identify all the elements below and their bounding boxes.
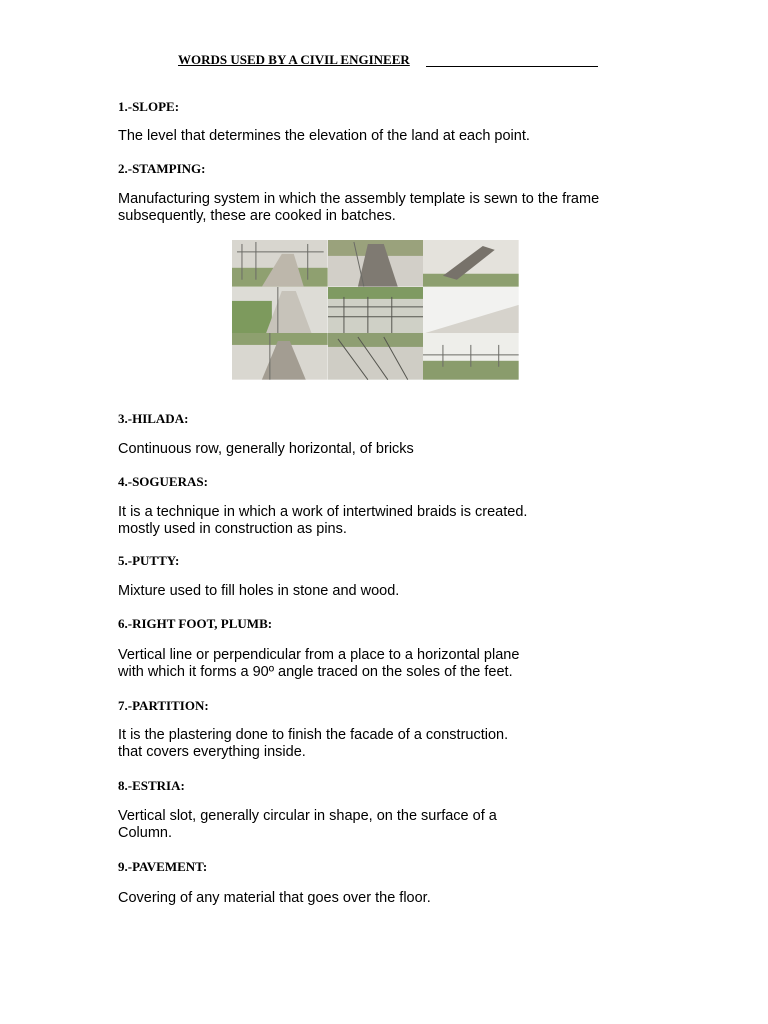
- section-text-partition: It is the plastering done to finish the facade of a construction. that covers everything inside.: [118, 727, 509, 760]
- section-heading-sogueras: 4.-SOGUERAS:: [118, 474, 208, 489]
- section-text-hilada: Continuous row, generally horizontal, of bricks: [118, 441, 414, 457]
- trench-photo: [328, 240, 424, 287]
- rebar-grid-photo: [328, 287, 424, 334]
- section-text-right-foot-plumb: Vertical line or perpendicular from a place to a horizontal plane with which it forms a 90º angle traced on the soles of the feet.: [118, 647, 520, 680]
- document-title: WORDS USED BY A CIVIL ENGINEER: [178, 52, 410, 67]
- section-heading-pavement: 9.-PAVEMENT:: [118, 859, 208, 874]
- section-text-sogueras: It is a technique in which a work of intertwined braids is created. mostly used in construction as pins.: [118, 504, 528, 537]
- foundation-trench-photo: [232, 333, 328, 380]
- section-text-slope: The level that determines the elevation of the land at each point.: [118, 128, 530, 144]
- site-fence-photo: [423, 333, 519, 380]
- section-text-estria: Vertical slot, generally circular in shape, on the surface of a Column.: [118, 808, 497, 841]
- section-heading-partition: 7.-PARTITION:: [118, 698, 209, 713]
- rebar-trench-photo: [328, 333, 424, 380]
- section-heading-putty: 5.-PUTTY:: [118, 553, 180, 568]
- section-heading-stamping: 2.-STAMPING:: [118, 161, 206, 176]
- excavation-photo: [423, 240, 519, 287]
- section-text-pavement: Covering of any material that goes over the floor.: [118, 890, 431, 906]
- section-heading-hilada: 3.-HILADA:: [118, 411, 189, 426]
- concrete-slab-photo: [423, 287, 519, 334]
- title-underline: [426, 66, 598, 67]
- section-heading-right-foot-plumb: 6.-RIGHT FOOT, PLUMB:: [118, 616, 273, 631]
- section-heading-estria: 8.-ESTRIA:: [118, 778, 185, 793]
- section-heading-slope: 1.-SLOPE:: [118, 99, 180, 114]
- formwork-photo: [232, 287, 328, 334]
- section-text-putty: Mixture used to fill holes in stone and wood.: [118, 583, 400, 599]
- construction-photo-collage: [232, 240, 519, 380]
- section-text-stamping: Manufacturing system in which the assembly template is sewn to the frame subsequently, these are cooked in batches.: [118, 191, 600, 224]
- construction-site-photo: [232, 240, 328, 287]
